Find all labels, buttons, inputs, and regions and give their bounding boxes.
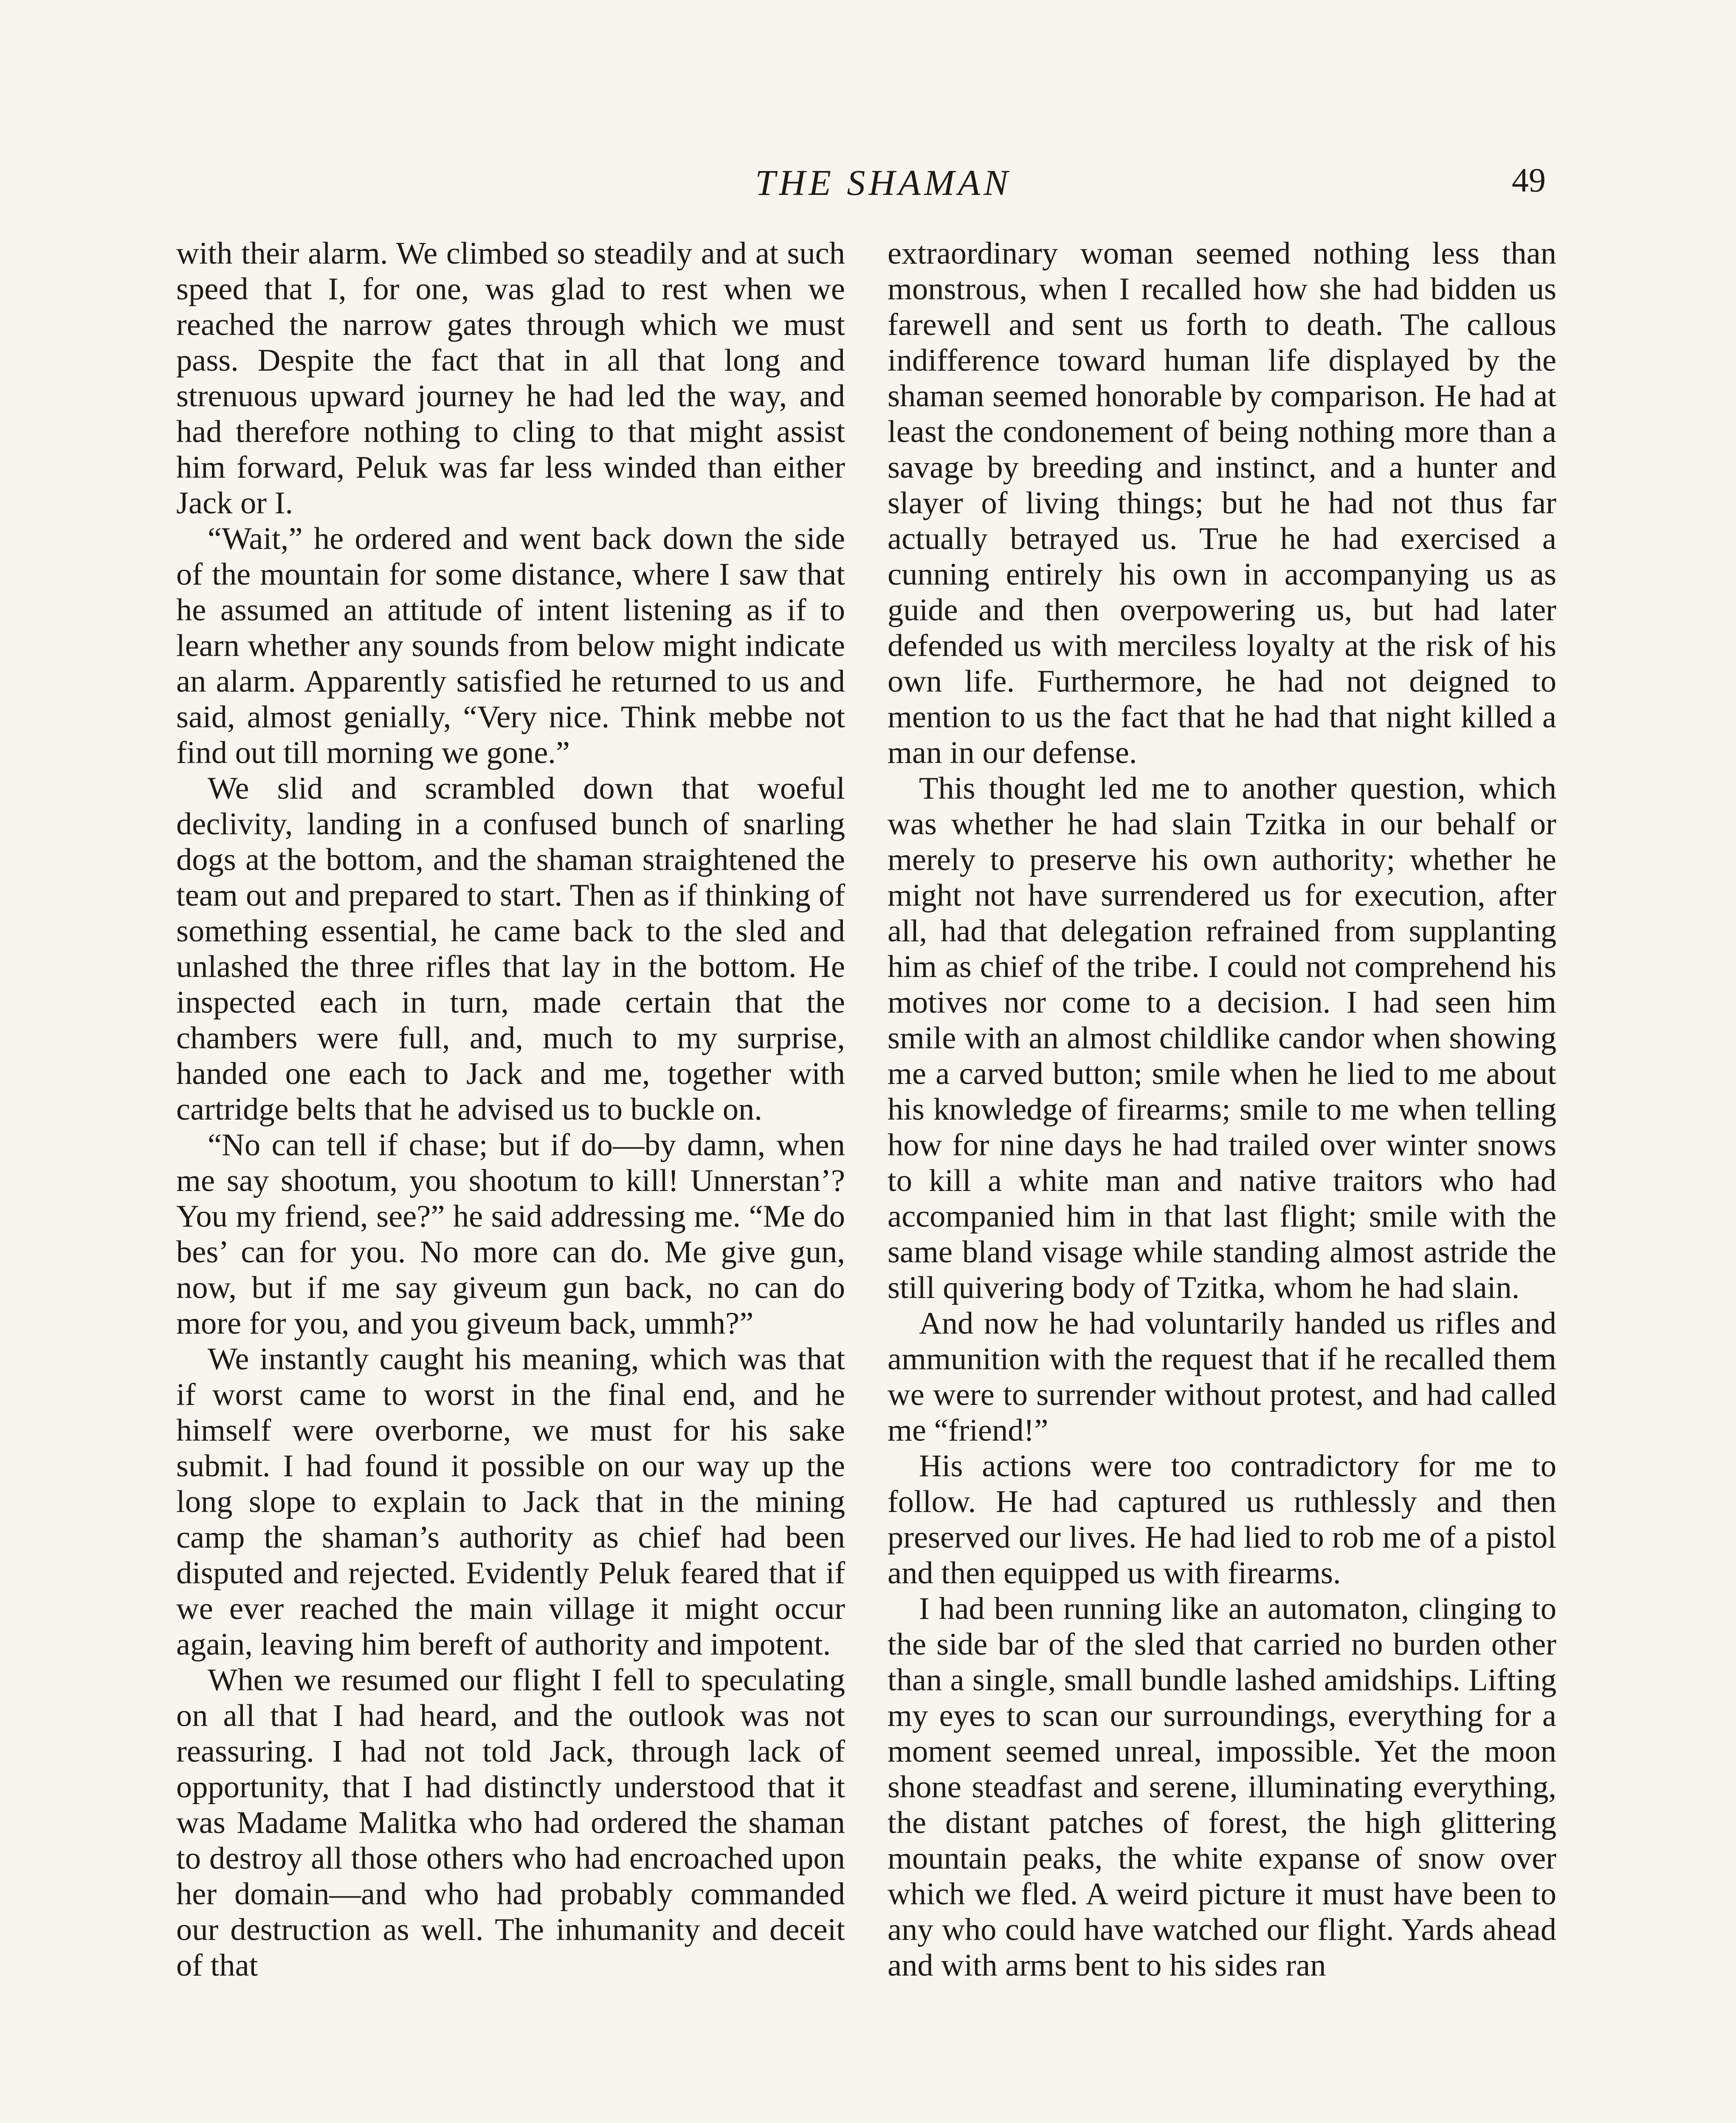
paragraph: extraordinary woman seemed nothing less than monstrous, when I recalled how she had bidden us farewell and sent us forth to death. The callous indifference toward human life displayed by the shaman seemed honorable by comparison. He had at least the condonement of being nothing more than a savage by breeding and instinct, and a hunter and slayer of living things; but he had not thus far actually betrayed us. True he had exercised a cunning entirely his own in accompanying us as guide and then overpowering us, but had later defended us with merciless loyalty at the risk of his own life. Furthermore, he had not deigned to mention to us the fact that he had that night killed a man in our defense. bbox=[888, 236, 1556, 770]
paragraph: “No can tell if chase; but if do—by damn, when me say shootum, you shootum to kill! Unnerstan’? You my friend, see?” he said addressing me. “Me do bes’ can for you. No more can do. Me give gun, now, but if me say giveum gun back, no can do more for you, and you giveum back, ummh?” bbox=[176, 1128, 845, 1341]
running-title: THE SHAMAN bbox=[755, 162, 1012, 203]
paragraph: “Wait,” he ordered and went back down the side of the mountain for some distance, where I saw that he assumed an attitude of intent listening as if to learn whether any sounds from below might indicate an alarm. Apparently satisfied he returned to us and said, almost genially, “Very nice. Think mebbe not find out till morning we gone.” bbox=[176, 521, 845, 770]
paragraph: And now he had voluntarily handed us rifles and ammunition with the request that if he recalled them we were to surrender without protest, and had called me “friend!” bbox=[888, 1306, 1556, 1448]
left-column bbox=[176, 236, 845, 1983]
paragraph: I had been running like an automaton, clinging to the side bar of the sled that carried no burden other than a single, small bundle lashed amidships. Lifting my eyes to scan our surroundings, everything for a moment seemed unreal, impossible. Yet the moon shone steadfast and serene, illuminating everything, the distant patches of forest, the high glittering mountain peaks, the white expanse of snow over which we fled. A weird picture it must have been to any who could have watched our flight. Yards ahead and with arms bent to his sides ran bbox=[888, 1591, 1556, 1983]
paragraph: We slid and scrambled down that woeful declivity, landing in a confused bunch of snarling dogs at the bottom, and the shaman straightened the team out and prepared to start. Then as if thinking of something essential, he came back to the sled and unlashed the three rifles that lay in the bottom. He inspected each in turn, made certain that the chambers were full, and, much to my surprise, handed one each to Jack and me, together with cartridge belts that he advised us to buckle on. bbox=[176, 771, 845, 1127]
paragraph: with their alarm. We climbed so steadily and at such speed that I, for one, was glad to rest when we reached the narrow gates through which we must pass. Despite the fact that in all that long and strenuous upward journey he had led the way, and had therefore nothing to cling to that might assist him forward, Peluk was far less winded than either Jack or I. bbox=[176, 236, 845, 521]
right-column bbox=[888, 236, 1556, 1983]
paragraph: His actions were too contradictory for me to follow. He had captured us ruthlessly and then preserved our lives. He had lied to rob me of a pistol and then equipped us with firearms. bbox=[888, 1449, 1556, 1591]
page-header bbox=[0, 153, 1736, 212]
paragraph: This thought led me to another question, which was whether he had slain Tzitka in our behalf or merely to preserve his own authority; whether he might not have surrendered us for execution, after all, had that delegation refrained from supplanting him as chief of the tribe. I could not comprehend his motives nor come to a decision. I had seen him smile with an almost childlike candor when showing me a carved button; smile when he lied to me about his knowledge of firearms; smile to me when telling how for nine days he had trailed over winter snows to kill a white man and native traitors who had accompanied him in that last flight; smile with the same bland visage while standing almost astride the still quivering body of Tzitka, whom he had slain. bbox=[888, 771, 1556, 1305]
paragraph: We instantly caught his meaning, which was that if worst came to worst in the final end, and he himself were overborne, we must for his sake submit. I had found it possible on our way up the long slope to explain to Jack that in the mining camp the shaman’s authority as chief had been disputed and rejected. Evidently Peluk feared that if we ever reached the main village it might occur again, leaving him bereft of authority and impotent. bbox=[176, 1342, 845, 1662]
paragraph: When we resumed our flight I fell to speculating on all that I had heard, and the outlook was not reassuring. I had not told Jack, through lack of opportunity, that I had distinctly understood that it was Madame Malitka who had ordered the shaman to destroy all those others who had encroached upon her domain—and who had probably commanded our destruction as well. The inhumanity and deceit of that bbox=[176, 1663, 845, 1983]
page-number: 49 bbox=[1512, 162, 1546, 199]
